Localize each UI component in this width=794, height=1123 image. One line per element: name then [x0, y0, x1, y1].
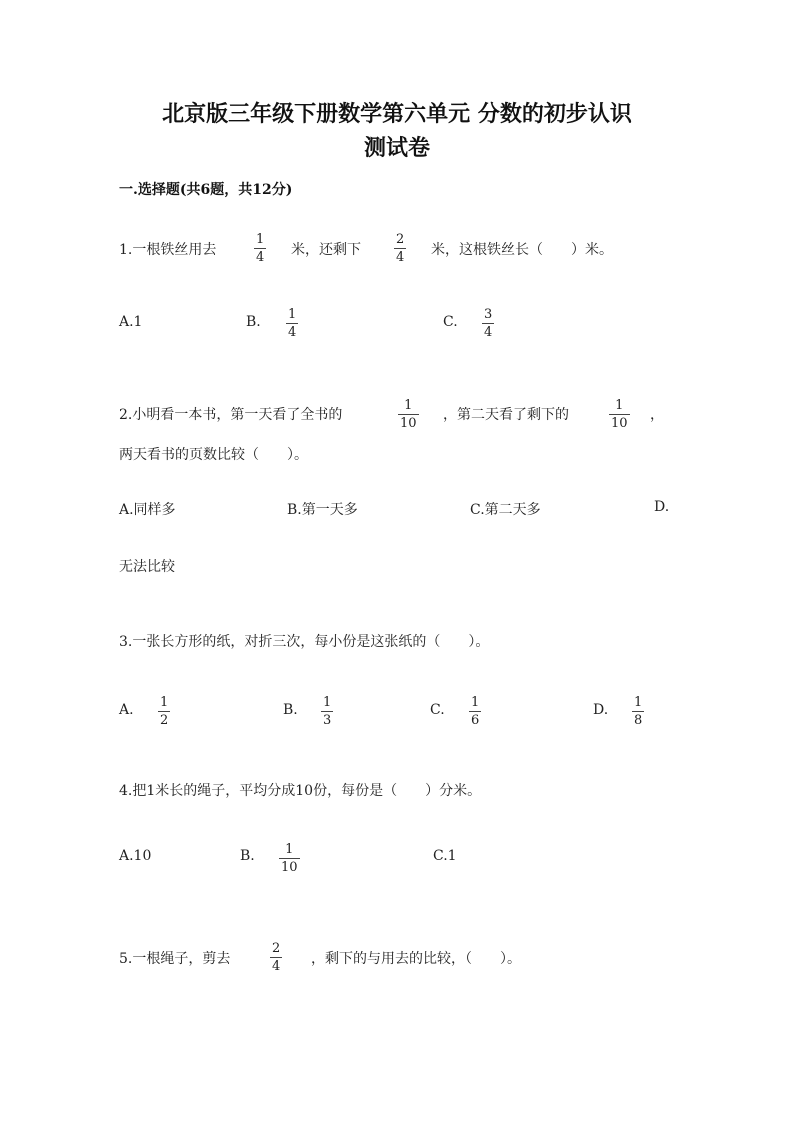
- fraction-denominator: 10: [611, 416, 628, 431]
- question-3-option-b[interactable]: B.: [283, 702, 298, 718]
- fraction-numerator: 1: [323, 695, 332, 710]
- question-4-option-b[interactable]: B.: [240, 848, 255, 864]
- fraction-numerator: 1: [471, 695, 480, 710]
- question-2-text-line2: 两天看书的页数比较（ ）。: [119, 447, 308, 463]
- question-2-fraction-1: [398, 398, 419, 431]
- fraction-denominator: 10: [400, 416, 417, 431]
- question-2-option-d[interactable]: D.: [654, 499, 670, 515]
- fraction-denominator: 2: [160, 713, 169, 728]
- page-title-line2: 测试卷: [363, 135, 430, 161]
- fraction-numerator: 3: [484, 307, 493, 322]
- fraction-numerator: 1: [615, 398, 624, 413]
- section-header: 一.选择题(共6题，共12分): [119, 182, 293, 198]
- fraction-numerator: 1: [288, 307, 297, 322]
- page-title: 北京版三年级下册数学第六单元 分数的初步认识: [162, 101, 632, 127]
- question-1-fraction-1: [254, 232, 266, 265]
- question-1-text-part3: 米，这根铁丝长（ ）米。: [431, 242, 613, 258]
- fraction-denominator: 4: [272, 959, 281, 974]
- fraction-numerator: 1: [256, 232, 265, 247]
- question-2-option-d-text: 无法比较: [119, 559, 175, 575]
- fraction-numerator: 1: [634, 695, 643, 710]
- question-1-option-a[interactable]: A.1: [119, 314, 143, 330]
- fraction-denominator: 4: [484, 325, 493, 340]
- fraction-bar: [321, 711, 333, 712]
- fraction-denominator: 4: [256, 250, 265, 265]
- fraction-denominator: 6: [471, 713, 480, 728]
- question-3-option-a-fraction: [158, 695, 170, 728]
- fraction-denominator: 8: [634, 713, 643, 728]
- question-4-option-a[interactable]: A.10: [119, 848, 152, 864]
- question-2-text-part2: ，第二天看了剩下的: [443, 407, 569, 423]
- fraction-numerator: 2: [272, 941, 281, 956]
- fraction-denominator: 3: [323, 713, 332, 728]
- question-3-option-d-fraction: [632, 695, 644, 728]
- question-2-text-part3: ，: [650, 407, 664, 423]
- fraction-bar: [482, 323, 494, 324]
- question-1-fraction-2: [394, 232, 406, 265]
- fraction-denominator: 4: [288, 325, 297, 340]
- fraction-bar: [469, 711, 481, 712]
- question-5-text-part1: 5.一根绳子，剪去: [119, 951, 231, 967]
- question-2-text-part1: 2.小明看一本书，第一天看了全书的: [119, 407, 343, 423]
- question-4-option-c[interactable]: C.1: [433, 848, 457, 864]
- question-3-text: 3.一张长方形的纸，对折三次，每小份是这张纸的（ ）。: [119, 634, 490, 650]
- question-2-fraction-2: [609, 398, 630, 431]
- question-4-option-b-fraction: [279, 842, 300, 875]
- fraction-bar: [609, 414, 630, 415]
- question-3-option-d[interactable]: D.: [593, 702, 609, 718]
- question-4-text: 4.把1米长的绳子，平均分成10份，每份是（ ）分米。: [119, 783, 482, 799]
- question-5-text-part2: ，剩下的与用去的比较，（ ）。: [311, 951, 521, 967]
- question-5-fraction-1: [270, 941, 282, 974]
- question-1-option-c-fraction: [482, 307, 494, 340]
- fraction-bar: [286, 323, 298, 324]
- question-1-text-part2: 米，还剩下: [291, 242, 361, 258]
- fraction-numerator: 2: [396, 232, 405, 247]
- fraction-bar: [398, 414, 419, 415]
- fraction-bar: [254, 248, 266, 249]
- fraction-numerator: 1: [160, 695, 169, 710]
- question-1-text-part1: 1.一根铁丝用去: [119, 242, 217, 258]
- question-1-option-b-fraction: [286, 307, 298, 340]
- fraction-denominator: 10: [281, 860, 298, 875]
- fraction-bar: [394, 248, 406, 249]
- fraction-bar: [279, 858, 300, 859]
- fraction-numerator: 1: [285, 842, 294, 857]
- question-2-option-b[interactable]: B.第一天多: [287, 502, 358, 518]
- question-1-option-c[interactable]: C.: [443, 314, 458, 330]
- question-2-option-a[interactable]: A.同样多: [119, 502, 176, 518]
- fraction-bar: [632, 711, 644, 712]
- fraction-bar: [270, 957, 282, 958]
- fraction-denominator: 4: [396, 250, 405, 265]
- question-3-option-c[interactable]: C.: [430, 702, 445, 718]
- question-2-option-c[interactable]: C.第二天多: [470, 502, 541, 518]
- question-3-option-a[interactable]: A.: [119, 702, 134, 718]
- fraction-numerator: 1: [404, 398, 413, 413]
- question-3-option-b-fraction: [321, 695, 333, 728]
- question-1-option-b[interactable]: B.: [246, 314, 261, 330]
- fraction-bar: [158, 711, 170, 712]
- question-3-option-c-fraction: [469, 695, 481, 728]
